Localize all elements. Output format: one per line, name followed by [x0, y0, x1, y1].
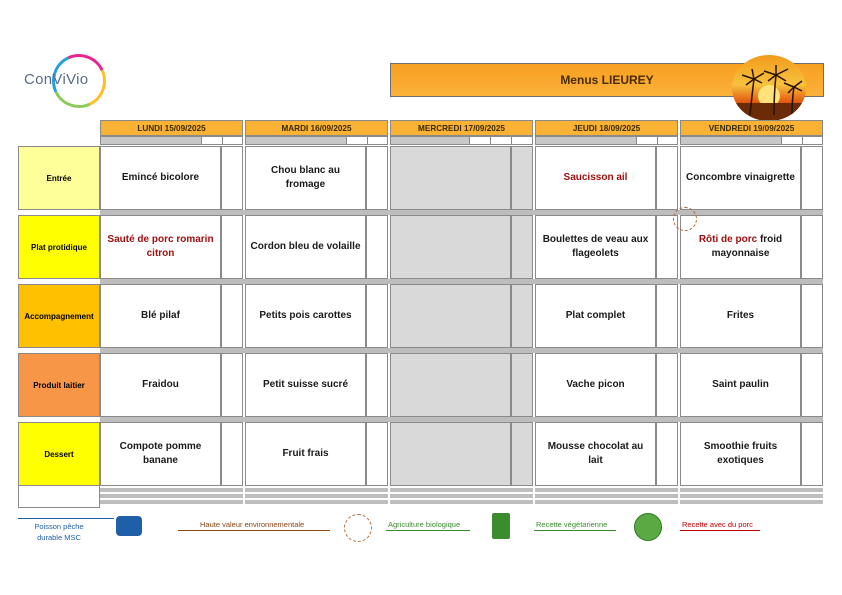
cell-side [366, 284, 388, 348]
cell-side [366, 353, 388, 417]
menu-cell: Boulettes de veau aux flageolets [535, 215, 656, 279]
day-header-monday: LUNDI 15/09/2025 [100, 120, 243, 136]
footer-bar [680, 500, 823, 504]
day-header-thursday: JEUDI 18/09/2025 [535, 120, 678, 136]
cell-side [511, 146, 533, 210]
footer-bar [100, 494, 243, 498]
cell-side [801, 146, 823, 210]
cell-side [511, 215, 533, 279]
menu-cell: Frites [680, 284, 801, 348]
hve-logo-icon [344, 514, 372, 542]
footer-bar [535, 500, 678, 504]
footer-bar [245, 500, 388, 504]
day-header-tuesday: MARDI 16/09/2025 [245, 120, 388, 136]
cell-side [366, 215, 388, 279]
legend-porc: Recette avec du porc [682, 520, 753, 529]
footer-bar [245, 494, 388, 498]
msc-label-icon [116, 516, 142, 536]
footer-bar [680, 488, 823, 492]
footer-bar [100, 500, 243, 504]
palm-sunset-icon [732, 55, 806, 121]
day-subheader [535, 136, 678, 145]
menu-cell: Chou blanc au fromage [245, 146, 366, 210]
dish-remainder: froid mayonnaise [711, 234, 783, 259]
menu-cell-empty [390, 215, 511, 279]
menu-cell: Fruit frais [245, 422, 366, 486]
category-produit-laitier: Produit laitier [18, 353, 100, 417]
menu-cell: Fraidou [100, 353, 221, 417]
menu-cell-empty [390, 422, 511, 486]
page-title: Menus LIEUREY [560, 73, 654, 87]
footer-bar [245, 488, 388, 492]
cell-side [221, 422, 243, 486]
cell-side [221, 215, 243, 279]
menu-cell-empty [390, 146, 511, 210]
footer-bar [680, 494, 823, 498]
menu-cell: Plat complet [535, 284, 656, 348]
cell-side [511, 353, 533, 417]
cell-side [801, 215, 823, 279]
ab-logo-icon [492, 513, 510, 539]
cell-side [511, 422, 533, 486]
legend-msc: Poisson pêche durable MSC [34, 522, 84, 542]
legend-msc-line [18, 518, 114, 519]
legend-hve-line [178, 530, 330, 531]
footer-bar [390, 494, 533, 498]
footer-bar [535, 488, 678, 492]
menu-cell: Blé pilaf [100, 284, 221, 348]
cell-side [801, 284, 823, 348]
menu-cell: Emincé bicolore [100, 146, 221, 210]
category-entree: Entrée [18, 146, 100, 210]
cell-side [801, 353, 823, 417]
cell-side [366, 146, 388, 210]
menu-cell: Saint paulin [680, 353, 801, 417]
pork-dish-label: Rôti de porc [698, 234, 758, 245]
cell-side [221, 353, 243, 417]
menu-cell: Concombre vinaigrette [680, 146, 801, 210]
day-subheader [245, 136, 388, 145]
menu-cell: Compote pomme banane [100, 422, 221, 486]
legend-veg: Recette végétarienne [536, 520, 608, 529]
category-accompagnement: Accompagnement [18, 284, 100, 348]
convivio-logo [22, 54, 112, 110]
cell-side [656, 284, 678, 348]
footer-bar [535, 494, 678, 498]
category-dessert: Dessert [18, 422, 100, 486]
hve-stamp-icon [673, 207, 697, 231]
cell-side [656, 353, 678, 417]
day-header-friday: VENDREDI 19/09/2025 [680, 120, 823, 136]
day-subheader [390, 136, 533, 145]
legend-hve: Haute valeur environnementale [200, 520, 305, 529]
day-subheader [100, 136, 243, 145]
menu-cell: Petits pois carottes [245, 284, 366, 348]
category-plat-protidique: Plat protidique [18, 215, 100, 279]
day-subheader [680, 136, 823, 145]
menu-cell: Sauté de porc romarin citron [100, 215, 221, 279]
menu-cell: Vache picon [535, 353, 656, 417]
menu-cell: Smoothie fruits exotiques [680, 422, 801, 486]
cell-side [656, 422, 678, 486]
footer-bar [100, 488, 243, 492]
menu-cell: Mousse chocolat au lait [535, 422, 656, 486]
menu-cell: Petit suisse sucré [245, 353, 366, 417]
cell-side [221, 146, 243, 210]
footer-bar [390, 488, 533, 492]
legend-bio: Agriculture biologique [388, 520, 461, 529]
cell-side [221, 284, 243, 348]
footer-bar [390, 500, 533, 504]
vegetarian-logo-icon [634, 513, 662, 541]
cell-side [511, 284, 533, 348]
menu-cell-friday-plat [680, 215, 801, 279]
menu-cell: Cordon bleu de volaille [245, 215, 366, 279]
day-header-wednesday: MERCREDI 17/09/2025 [390, 120, 533, 136]
cell-side [801, 422, 823, 486]
cell-side [656, 146, 678, 210]
legend-bio-line [386, 530, 470, 531]
category-footer [18, 486, 100, 508]
legend-porc-line [680, 530, 760, 531]
logo-text: ConViVio [24, 71, 89, 88]
legend-veg-line [534, 530, 616, 531]
menu-cell-empty [390, 353, 511, 417]
menu-cell-empty [390, 284, 511, 348]
cell-side [366, 422, 388, 486]
menu-cell: Saucisson ail [535, 146, 656, 210]
